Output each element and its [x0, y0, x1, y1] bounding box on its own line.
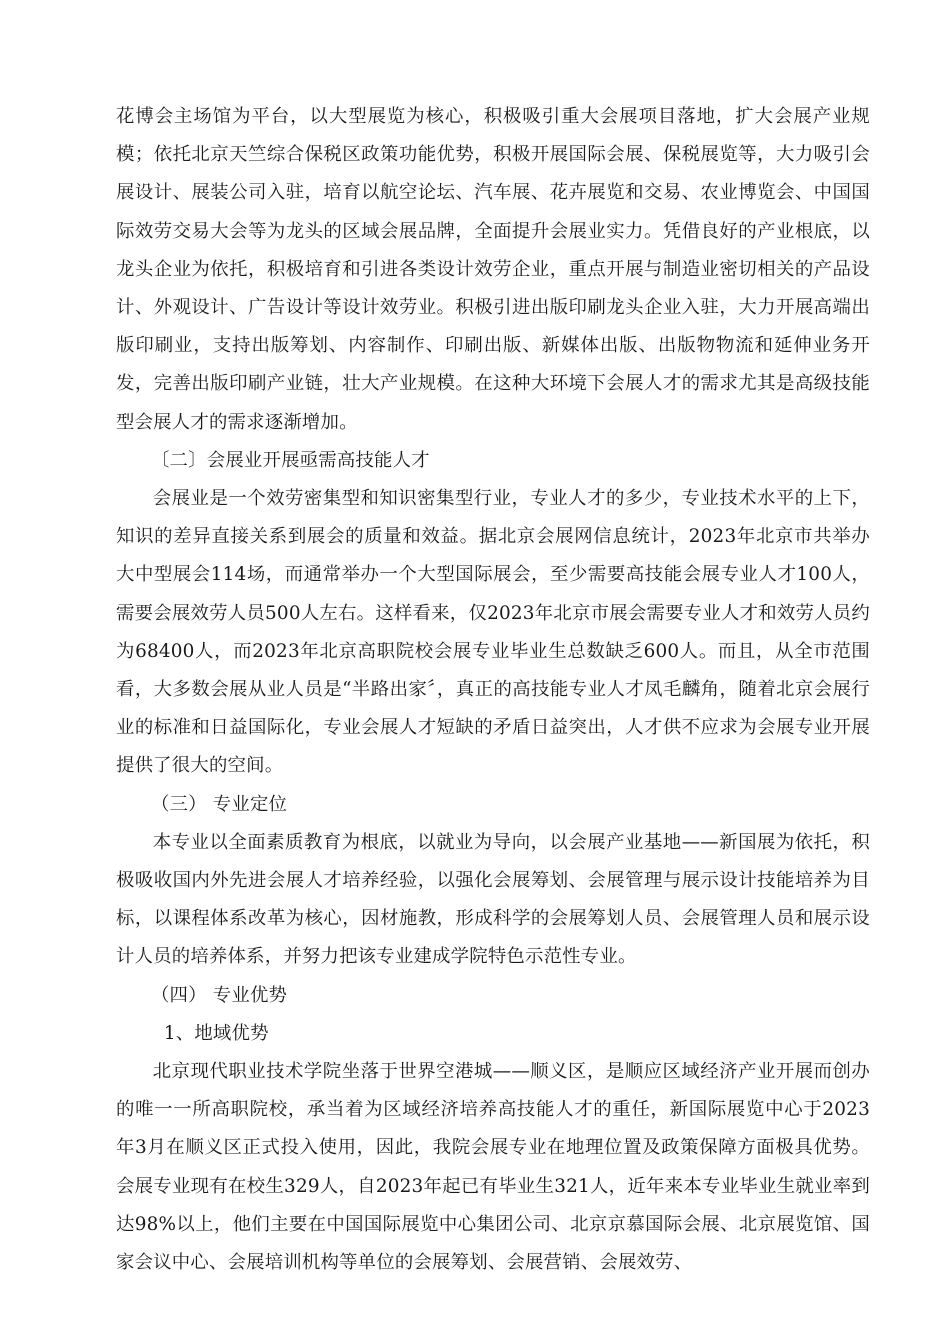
paragraph-regional-advantage: 北京现代职业技术学院坐落于世界空港城——顺义区，是顺应区域经济产业开展而创办的唯一一所高职院校，承当着为区域经济培养高技能人才的重任，新国际展览中心于2023年3月在顺义区正式投入使用，因此，我院会展专业在地理位置及政策保障方面极具优势。会展专业现有在校生329人，自2023年起已有毕业生321人，近年来本专业毕业生就业率到达98%以上，他们主要在中国国际展览中心集团公司、北京京慕国际会展、北京展览馆、国家会议中心、会展培训机构等单位的会展筹划、会展营销、会展效劳、 [116, 1061, 870, 1274]
section-heading-positioning: （三） 专业定位 [150, 793, 288, 815]
subsection-heading-regional-advantage: 1、地域优势 [163, 1022, 269, 1044]
paragraph-talent-demand: 会展业是一个效劳密集型和知识密集型行业，专业人才的多少，专业技术水平的上下，知识的差异直接关系到展会的质量和效益。据北京会展网信息统计，2023年北京市共举办大中型展会114场，而通常举办一个大型国际展会，至少需要高技能会展专业人才100人，需要会展效劳人员500人左右。这样看来，仅2023年北京市展会需要专业人才和效劳人员约为68400人，而2023年北京高职院校会展专业毕业生总数缺乏600人。而且，从全市范围看，大多数会展从业人员是“半路出家〞，真正的高技能专业人才凤毛麟角，随着北京会展行业的标准和日益国际化，专业会展人才短缺的矛盾日益突出，人才供不应求为会展专业开展提供了很大的空间。 [116, 488, 870, 777]
paragraph-positioning: 本专业以全面素质教育为根底，以就业为导向，以会展产业基地——新国展为依托，积极吸收国内外先进会展人才培养经验，以强化会展筹划、会展管理与展示设计技能培养为目标，以课程体系改革为核心，因材施教，形成科学的会展筹划人员、会展管理人员和展示设计人员的培养体系，并努力把该专业建成学院特色示范性专业。 [116, 831, 870, 968]
section-heading-advantages: （四） 专业优势 [150, 984, 288, 1006]
paragraph-industry-context: 花博会主场馆为平台，以大型展览为核心，积极吸引重大会展项目落地，扩大会展产业规模；依托北京天竺综合保税区政策功能优势，积极开展国际会展、保税展览等，大力吸引会展设计、展装公司入驻，培育以航空论坛、汽车展、花卉展览和交易、农业博览会、中国国际效劳交易大会等为龙头的区域会展品牌，全面提升会展业实力。凭借良好的产业根底，以龙头企业为依托，积极培育和引进各类设计效劳企业，重点开展与制造业密切相关的产品设计、外观设计、广告设计等设计效劳业。积极引进出版印刷龙头企业入驻，大力开展高端出版印刷业，支持出版筹划、内容制作、印刷出版、新媒体出版、出版物物流和延伸业务开发，完善出版印刷产业链，壮大产业规模。在这种大环境下会展人才的需求尤其是高级技能型会展人才的需求逐渐增加。 [116, 106, 870, 433]
document-page [116, 98, 870, 1282]
section-heading-talent-demand: 〔二〕会展业开展亟需高技能人才 [150, 449, 430, 471]
